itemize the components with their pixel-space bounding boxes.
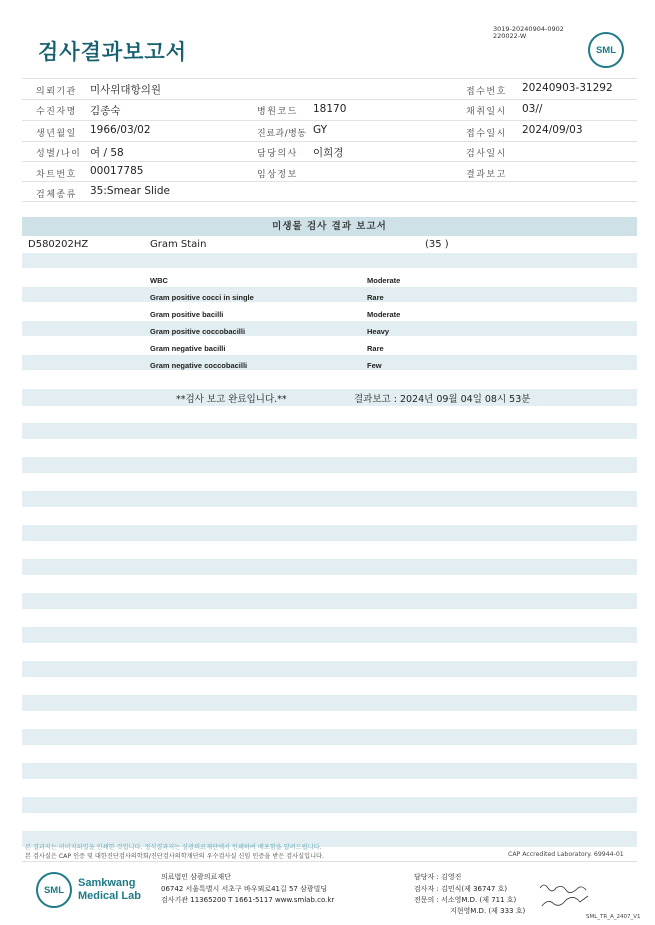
result-name: Gram negative bacilli [150,344,226,353]
stripe [22,389,637,406]
result-value: Few [367,361,382,370]
value-hospital-code: 18170 [313,103,347,115]
notice-image-print: 본 결과지는 이미지파일을 인쇄한 것입니다. 정식결과지는 삼광의료재단에서 인쇄하여 배포함을 알려드립니다. [25,844,322,851]
brand-name-line-1: Samkwang [78,877,136,889]
label-requesting-clinic: 의뢰기관 [36,87,77,97]
sml-logo-text: SML [43,885,65,896]
sml-logo [36,872,72,908]
stripe [22,695,637,711]
result-value: Moderate [367,310,401,319]
value-department: GY [313,124,328,136]
sml-logo [588,32,624,68]
document-id-line-2: 220022-W [493,32,527,40]
test-count: (35 ) [425,239,449,250]
stripe [22,321,637,336]
stripe [22,457,637,473]
result-name: WBC [150,276,168,285]
label-department: 진료과/병동 [257,129,307,139]
label-sex-age: 성별/나이 [36,149,82,159]
divider [22,99,637,100]
document-id [493,26,564,40]
value-doctor: 이희경 [313,147,344,159]
foundation-name: 의료법인 삼광의료재단 [161,873,231,881]
document-id-line-1: 3019-20240904-0902 [493,25,564,33]
result-name: Gram positive cocci in single [150,293,254,302]
result-name: Gram negative coccobacilli [150,361,248,370]
label-collection-date: 채취일시 [466,107,507,117]
sml-logo-text: SML [595,45,617,56]
report-section-header [22,217,637,236]
divider [22,161,637,162]
divider [22,181,637,182]
value-receipt-number: 20240903-31292 [522,82,613,94]
stripe [22,729,637,745]
divider [22,120,637,121]
value-patient-name: 김종숙 [90,105,121,117]
report-complete-message: **검사 보고 완료입니다.** [176,394,287,405]
stripe [22,627,637,643]
report-time: 결과보고 : 2024년 09월 04일 08시 53분 [354,394,531,405]
stripe [22,763,637,779]
label-birth-date: 생년월일 [36,129,77,139]
result-value: Rare [367,344,384,353]
value-birth-date: 1966/03/02 [90,124,151,136]
label-test-date: 검사일시 [466,149,507,159]
notice-accreditation: 본 검사실은 CAP 인증 및 대한진단검사의학회/진단검사의학재단의 우수검사실 신임 인증을 받은 검사실입니다. [25,853,324,860]
staff-specialist-2: 지현영M.D. (제 333 호) [450,907,526,915]
label-doctor: 담당의사 [257,149,298,159]
staff-specialist-1: 전문의 : 서소영M.D. (제 711 호) [414,896,517,904]
value-collection-date: 03// [522,103,543,115]
value-sex-age: 여 / 58 [90,147,124,159]
page-title: 검사결과보고서 [38,40,188,64]
stripe [22,593,637,609]
divider [22,201,637,202]
test-code: D580202HZ [28,239,89,250]
signature-graphic [538,880,594,912]
result-value: Moderate [367,276,401,285]
stripe [22,797,637,813]
label-hospital-code: 병원코드 [257,107,298,117]
staff-in-charge: 담당자 : 김영진 [414,873,462,881]
result-value: Rare [367,293,384,302]
stripe [22,253,637,268]
value-receipt-date: 2024/09/03 [522,124,583,136]
stripe [22,355,637,370]
stripe [22,559,637,575]
stripe [22,491,637,507]
value-chart-number: 00017785 [90,165,144,177]
brand-name-line-2: Medical Lab [78,890,141,902]
staff-tester: 검사자 : 김민식(제 36747 호) [414,885,508,893]
label-patient-name: 수진자명 [36,107,77,117]
value-specimen-type: 35:Smear Slide [90,185,170,197]
divider [22,78,637,79]
label-specimen-type: 검체종류 [36,190,77,200]
label-receipt-number: 접수번호 [466,87,507,97]
divider [22,861,637,862]
test-name: Gram Stain [150,239,207,250]
result-name: Gram positive coccobacilli [150,327,246,336]
label-receipt-date: 접수일시 [466,129,507,139]
foundation-address: 06742 서울특별시 서초구 바우뫼로41길 57 삼광빌딩 [161,885,328,893]
cap-accreditation: CAP Accredited Laboratory. 69944-01 [508,851,624,858]
divider [22,141,637,142]
stripe [22,423,637,439]
result-name: Gram positive bacilli [150,310,224,319]
stripe [22,525,637,541]
value-requesting-clinic: 미사위대항의원 [90,84,162,96]
label-chart-number: 차트번호 [36,170,77,180]
report-section-title: 미생물 검사 결과 보고서 [272,221,387,232]
label-result-report: 결과보고 [466,170,507,180]
stripe [22,661,637,677]
result-value: Heavy [367,327,390,336]
form-code: SML_TR_A_2407_V1 [586,914,641,920]
label-clinical-info: 임상정보 [257,170,298,180]
foundation-contact: 검사기관 11365200 T 1661-5117 www.smlab.co.kr [161,896,335,904]
stripe [22,287,637,302]
